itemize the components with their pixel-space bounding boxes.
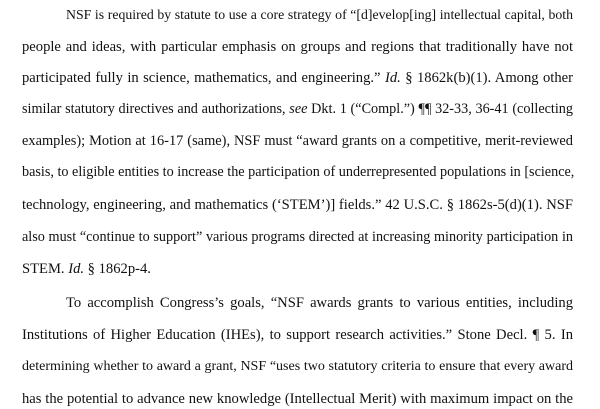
paragraph-1-line-4: similar statutory directives and authorizations, see Dkt. 1 (“Compl.”) ¶¶ 32-33, 36-41 (collecting <box>22 101 573 117</box>
paragraph-1-line-9: STEM. Id. § 1862p-4. <box>22 261 151 277</box>
paragraph-1-line-2: people and ideas, with particular emphasis on groups and regions that traditionally have not <box>22 39 573 55</box>
paragraph-1-line-5: examples); Motion at 16-17 (same), NSF must “award grants on a competitive, merit-reviewed <box>22 133 573 149</box>
paragraph-1-line-3: participated fully in science, mathematics, and engineering.” Id. § 1862k(b)(1). Among other <box>22 70 573 86</box>
paragraph-1-line-8: also must “continue to support” various programs directed at increasing minority participation in <box>22 229 573 245</box>
paragraph-2-line-2: Institutions of Higher Education (IHEs), to support research activities.” Stone Decl. ¶ 5. In <box>22 327 573 343</box>
paragraph-2-line-4: has the potential to advance new knowledge (Intellectual Merit) with maximum impact on the <box>22 391 573 407</box>
paragraph-2-line-3: determining whether to award a grant, NSF “uses two statutory criteria to ensure that every award <box>22 359 573 374</box>
paragraph-1-line-6: basis, to eligible entities to increase the participation of underrepresented populations in [science, <box>22 164 575 180</box>
paragraph-2-line-1: To accomplish Congress’s goals, “NSF awards grants to various entities, including <box>66 295 573 311</box>
paragraph-1-line-7: technology, engineering, and mathematics (‘STEM’)] fields.” 42 U.S.C. § 1862s-5(d)(1). NSF <box>22 197 573 213</box>
paragraph-1-line-1: NSF is required by statute to use a core strategy of “[d]evelop[ing] intellectual capital, both <box>66 7 573 22</box>
